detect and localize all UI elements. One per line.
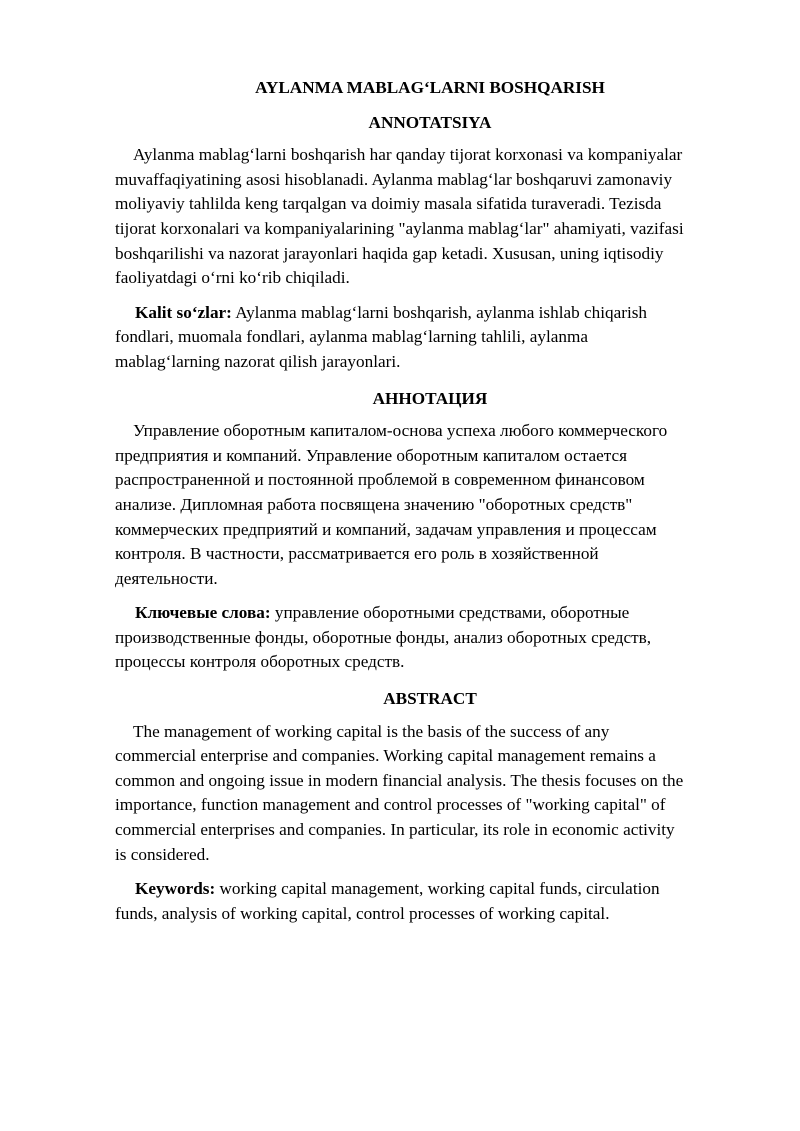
section-heading-annotatsiya-ru: АННОТАЦИЯ [372, 388, 488, 408]
abstract-body: The management of working capital is the basis of the success of any commercial enterprise and companies. Working capital management remains a common and ongoing issue in modern financial analysis. The thesis focuses on the importance, function management and control processes of "working capital" of commercial enterprises and companies. In particular, its role in economic activity is considered. [115, 721, 684, 864]
keywords-text: working capital management, working capital funds, circulation funds, analysis of working capital, control processes of working capital. [115, 879, 660, 923]
abstract-section [115, 687, 745, 926]
document-page [115, 76, 745, 936]
annotatsiya-keywords [115, 301, 745, 375]
keywords-label: Keywords: [135, 879, 216, 899]
annotatsiya-section [115, 111, 745, 375]
keywords-text: управление оборотными средствами, оборотные производственные фонды, оборотные фонды, анализ оборотных средств, процессы контроля оборотных средств. [115, 603, 652, 672]
annotatsiya-ru-section [115, 387, 745, 676]
keywords-label: Kalit so‘zlar: [135, 302, 232, 322]
annotatsiya-ru-keywords [115, 601, 745, 675]
document-title: AYLANMA MABLAG‘LARNI BOSHQARISH [255, 78, 605, 97]
abstract-keywords [115, 877, 745, 926]
keywords-label: Ключевые слова: [135, 603, 271, 623]
annotatsiya-body: Aylanma mablag‘larni boshqarish har qanday tijorat korxonasi va kompaniyalar muvaffaqiyatining asosi hisoblanadi. Aylanma mablag‘lar boshqaruvi zamonaviy moliyaviy tahlilda keng tarqalgan va doimiy masala sifatida turaveradi. Tezisda tijorat korxonalari va kompaniyalarining "aylanma mablag‘lar" ahamiyati, vazifasi boshqarilishi va nazorat jarayonlari haqida gap ketadi. Xususan, uning iqtisodiy faoliyatdagi o‘rni ko‘rib chiqiladi. [115, 145, 684, 288]
section-heading-annotatsiya: ANNOTATSIYA [368, 112, 492, 132]
annotatsiya-ru-body: Управление оборотным капиталом-основа успеха любого коммерческого предприятия и компаний. Управление оборотным капиталом остается распространенной и постоянной проблемой в современном финансовом анализе. Дипломная работа посвящена значению "оборотных средств" коммерческих предприятий и компаний, задачам управления и процессам контроля. В частности, рассматривается его роль в хозяйственной деятельности. [115, 421, 668, 588]
section-heading-abstract: ABSTRACT [383, 689, 477, 709]
keywords-text: Aylanma mablag‘larni boshqarish, aylanma ishlab chiqarish fondlari, muomala fondlari, aylanma mablag‘larning tahlili, aylanma mablag‘larning nazorat qilish jarayonlari. [115, 302, 647, 371]
